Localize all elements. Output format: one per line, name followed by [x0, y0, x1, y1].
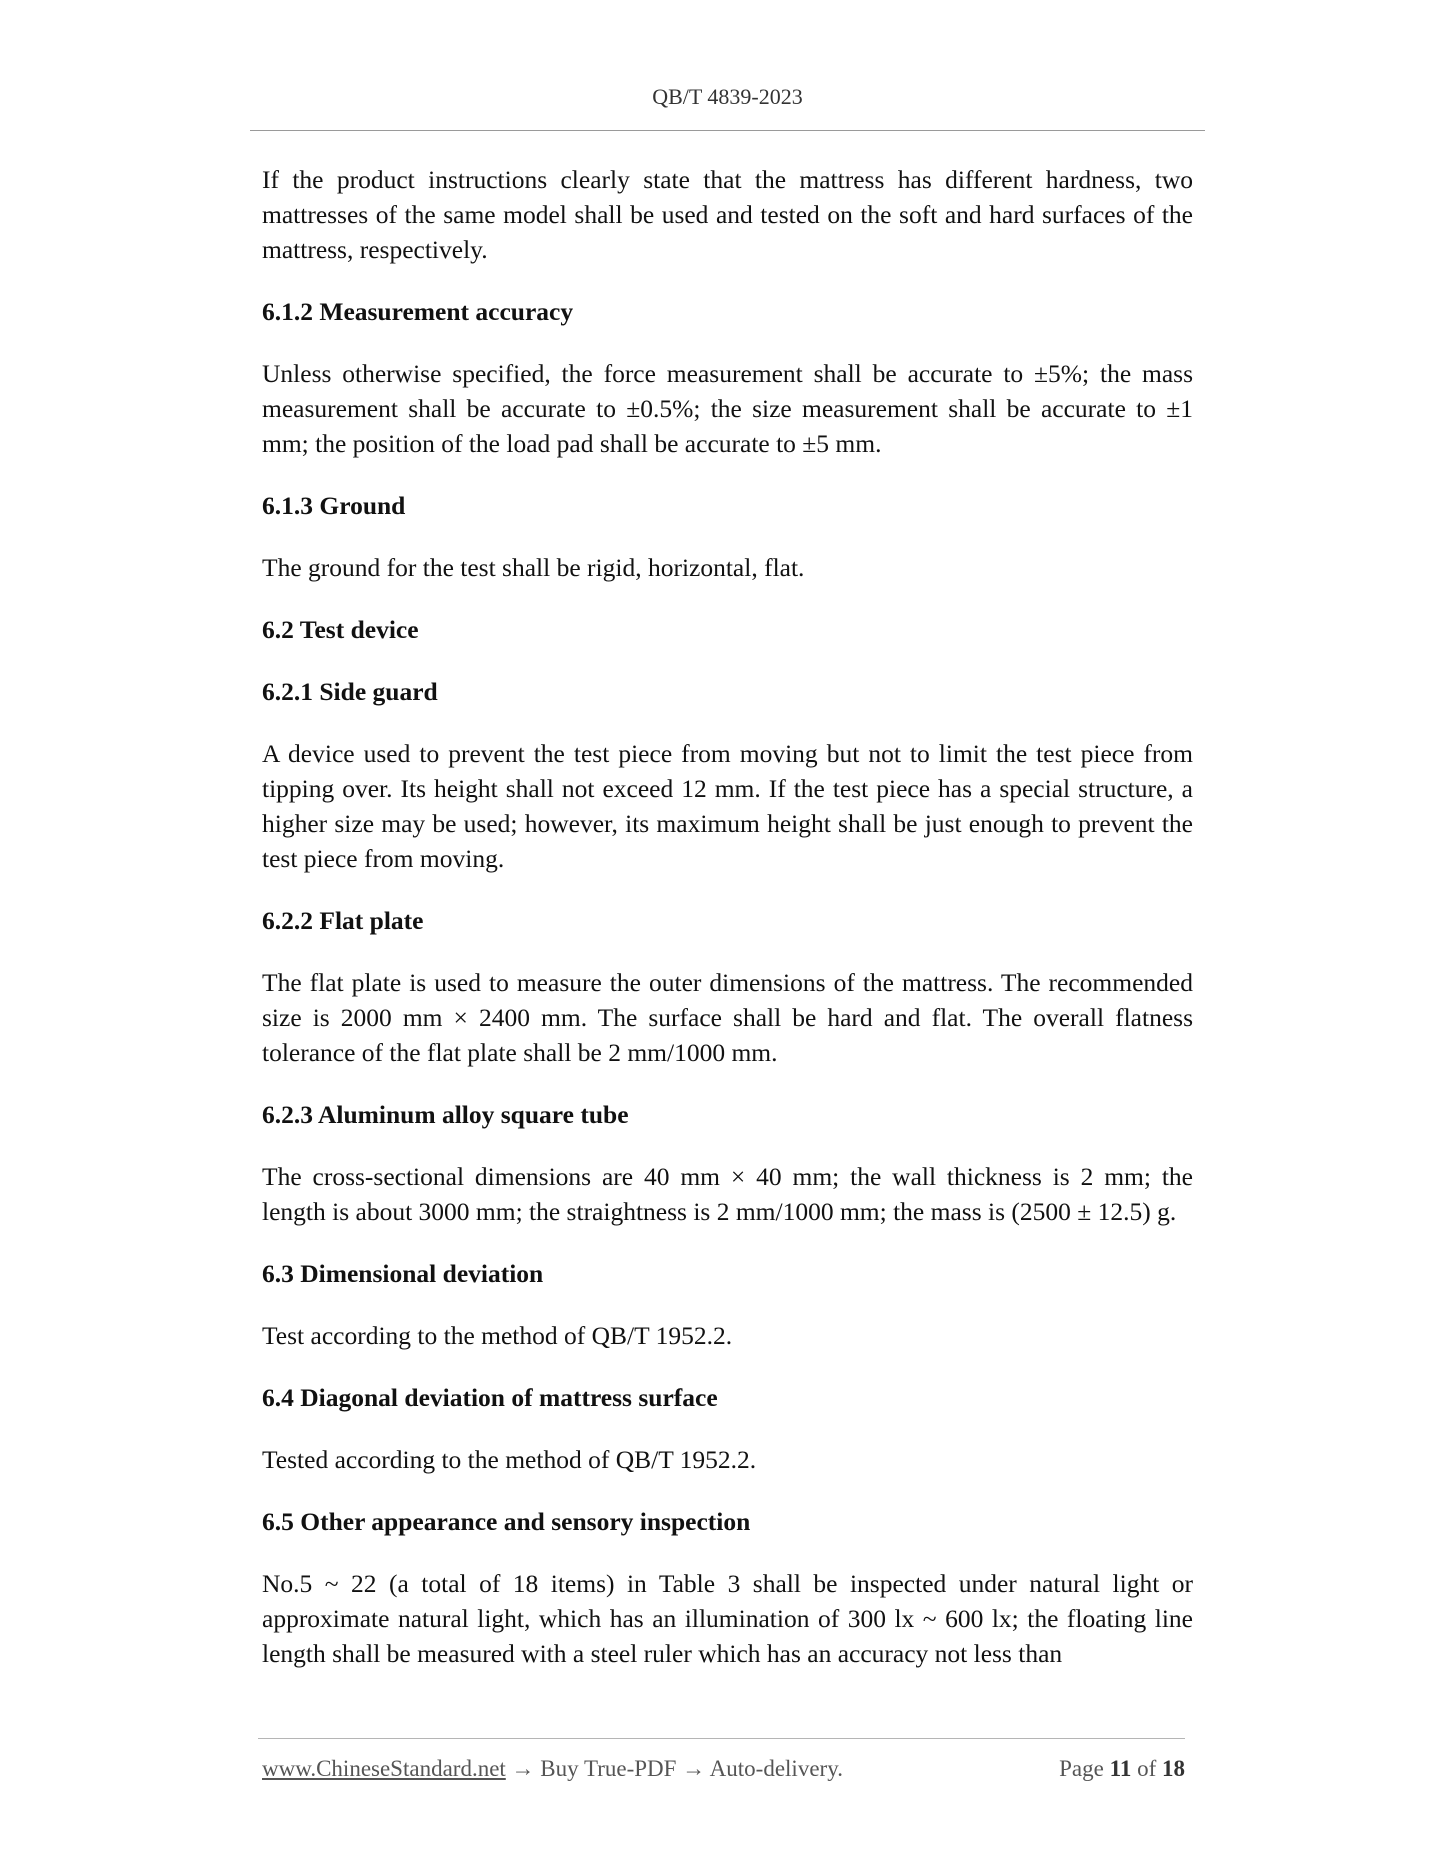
- arrow-icon: →: [505, 1756, 541, 1781]
- paragraph: No.5 ~ 22 (a total of 18 items) in Table 3 shall be inspected under natural light or approximate natural light, which has an illumination of 300 lx ~ 600 lx; the floating line length shall be measured with a steel ruler which has an accuracy not less than: [262, 1569, 1193, 1668]
- section-heading-6-1-2: 6.1.2 Measurement accuracy: [262, 297, 574, 326]
- section-heading-6-5: 6.5 Other appearance and sensory inspection: [262, 1507, 751, 1536]
- paragraph: The ground for the test shall be rigid, horizontal, flat.: [262, 553, 805, 582]
- section-heading-6-2: 6.2 Test device: [262, 615, 419, 644]
- paragraph: Test according to the method of QB/T 1952.2.: [262, 1321, 733, 1350]
- delivery-text: Auto-delivery.: [709, 1756, 843, 1781]
- footer-divider: [258, 1738, 1185, 1739]
- section-heading-6-2-2: 6.2.2 Flat plate: [262, 906, 424, 935]
- section-heading-6-1-3: 6.1.3 Ground: [262, 491, 406, 520]
- paragraph: A device used to prevent the test piece from moving but not to limit the test piece from tipping over. Its height shall not exceed 12 mm. If the test piece has a special structure, a higher size may be used; however, its maximum height shall be just enough to prevent the test piece from moving.: [262, 739, 1193, 873]
- section-heading-6-4: 6.4 Diagonal deviation of mattress surface: [262, 1383, 718, 1412]
- page-total: 18: [1162, 1756, 1185, 1781]
- paragraph: Unless otherwise specified, the force measurement shall be accurate to ±5%; the mass measurement shall be accurate to ±0.5%; the size measurement shall be accurate to ±1 mm; the position of the load pad shall be accurate to ±5 mm.: [262, 359, 1193, 458]
- paragraph: If the product instructions clearly state that the mattress has different hardness, two mattresses of the same model shall be used and tested on the soft and hard surfaces of the mattress, respectively.: [262, 165, 1193, 264]
- arrow-icon: →: [676, 1756, 710, 1781]
- footer-left: [262, 1756, 843, 1782]
- document-header: QB/T 4839-2023: [652, 84, 803, 109]
- section-heading-6-2-3: 6.2.3 Aluminum alloy square tube: [262, 1100, 629, 1129]
- paragraph: The flat plate is used to measure the outer dimensions of the mattress. The recommended size is 2000 mm × 2400 mm. The surface shall be hard and flat. The overall flatness tolerance of the flat plate shall be 2 mm/1000 mm.: [262, 968, 1193, 1067]
- paragraph: The cross-sectional dimensions are 40 mm × 40 mm; the wall thickness is 2 mm; the length is about 3000 mm; the straightness is 2 mm/1000 mm; the mass is (2500 ± 12.5) g.: [262, 1162, 1193, 1226]
- document-body: [262, 162, 1193, 1698]
- header-divider: [250, 130, 1205, 131]
- page-indicator: [1059, 1756, 1185, 1782]
- page-footer: [262, 1756, 1185, 1782]
- section-heading-6-3: 6.3 Dimensional deviation: [262, 1259, 544, 1288]
- buy-text: Buy True-PDF: [540, 1756, 677, 1781]
- page-word: Page: [1059, 1756, 1104, 1781]
- site-link[interactable]: www.ChineseStandard.net: [262, 1756, 506, 1781]
- page-current: 11: [1109, 1756, 1132, 1781]
- paragraph: Tested according to the method of QB/T 1952.2.: [262, 1445, 757, 1474]
- of-word: of: [1137, 1756, 1157, 1781]
- section-heading-6-2-1: 6.2.1 Side guard: [262, 677, 438, 706]
